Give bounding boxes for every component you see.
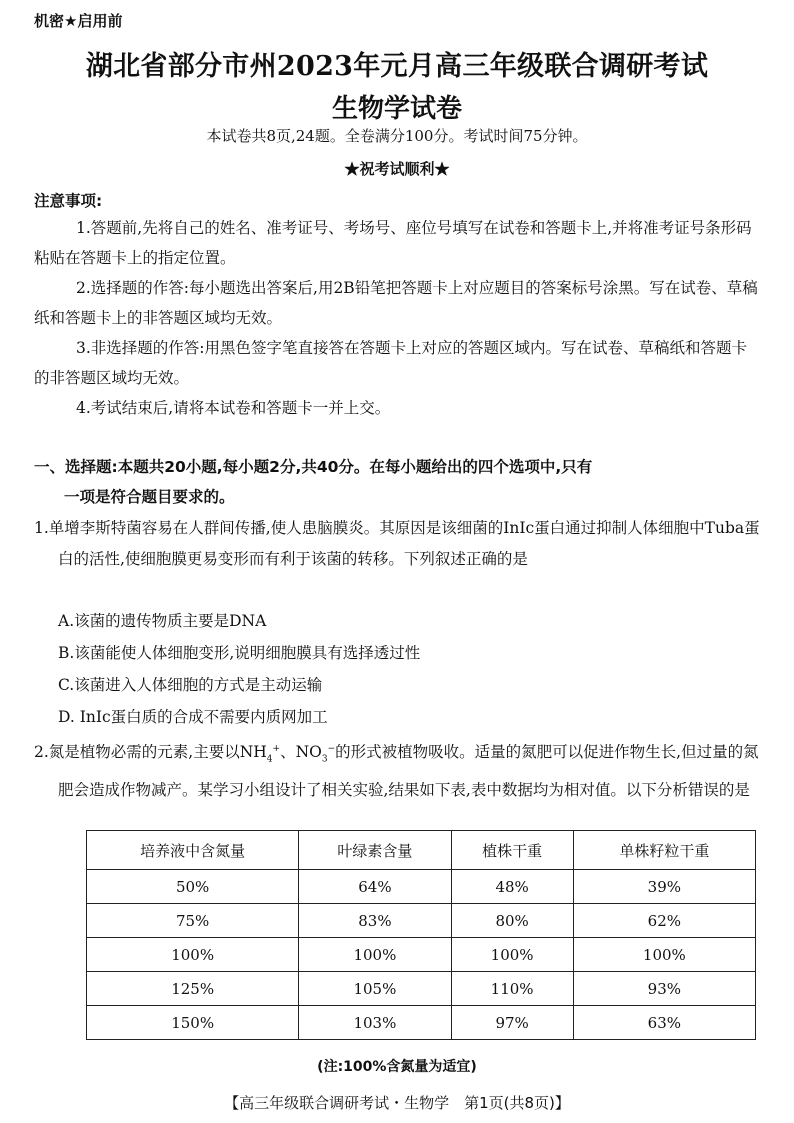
section-heading xyxy=(34,452,760,512)
table-cell: 48% xyxy=(451,870,573,904)
notice-heading: 注意事项: xyxy=(34,192,103,210)
table-header-row xyxy=(87,831,756,870)
table-row xyxy=(87,1006,756,1040)
question-2-stem-part1: 2.氮是植物必需的元素,主要以NH xyxy=(34,743,267,762)
table-header-cell: 叶绿素含量 xyxy=(299,831,451,870)
question-2-stem-part3: 的形式被植物吸收。适量的氮肥可以促进作物生长,但过量的氮肥会造成作物减产。某学习小组设计了相关实验,结果如下表,表中数据均为相对值。以下分析错误的是 xyxy=(58,743,759,800)
table-cell: 97% xyxy=(451,1006,573,1040)
page-footer: 【高三年级联合调研考试・生物学 第1页(共8页)】 xyxy=(224,1094,570,1112)
table-header-cell: 单株籽粒干重 xyxy=(573,831,755,870)
question-1-option-c: C.该菌进入人体细胞的方式是主动运输 xyxy=(58,676,323,694)
table-cell: 83% xyxy=(299,904,451,938)
table-cell: 100% xyxy=(299,938,451,972)
table-cell: 63% xyxy=(573,1006,755,1040)
table-header-cell: 培养液中含氮量 xyxy=(87,831,299,870)
confidential-label: 机密★启用前 xyxy=(34,12,123,30)
notice-item-1: 1.答题前,先将自己的姓名、准考证号、考场号、座位号填写在试卷和答题卡上,并将准考证号条形码粘贴在答题卡上的指定位置。 xyxy=(34,219,752,267)
table-note: (注:100%含氮量为适宜) xyxy=(317,1059,477,1075)
section-heading-line2: 一项是符合题目要求的。 xyxy=(64,488,235,506)
table-row xyxy=(87,870,756,904)
table-cell: 105% xyxy=(299,972,451,1006)
table-cell: 103% xyxy=(299,1006,451,1040)
question-2-stem-part2: 、NO xyxy=(280,743,322,762)
table-row xyxy=(87,904,756,938)
ammonium-charge: + xyxy=(272,744,281,754)
question-1-option-a: A.该菌的遗传物质主要是DNA xyxy=(58,612,267,630)
table-cell: 100% xyxy=(451,938,573,972)
table-cell: 39% xyxy=(573,870,755,904)
table-cell: 100% xyxy=(87,938,299,972)
ammonium-subscript: 4 xyxy=(266,754,273,765)
table-cell: 150% xyxy=(87,1006,299,1040)
question-1-option-d: D. InIc蛋白质的合成不需要内质网加工 xyxy=(58,708,328,726)
table-header-cell: 植株干重 xyxy=(451,831,573,870)
exam-info: 本试卷共8页,24题。全卷满分100分。考试时间75分钟。 xyxy=(206,127,588,145)
notice-item-4: 4.考试结束后,请将本试卷和答题卡一并上交。 xyxy=(76,399,391,417)
exam-title: 湖北省部分市州2023年元月高三年级联合调研考试 xyxy=(85,51,709,82)
table-cell: 62% xyxy=(573,904,755,938)
question-2-stem xyxy=(34,734,760,806)
question-1-stem: 1.单增李斯特菌容易在人群间传播,使人患脑膜炎。其原因是该细菌的InIc蛋白通过抑制人体细胞中Tuba蛋白的活性,使细胞膜更易变形而有利于该菌的转移。下列叙述正确的是 xyxy=(34,519,760,568)
table-cell: 100% xyxy=(573,938,755,972)
table-row xyxy=(87,938,756,972)
table-cell: 93% xyxy=(573,972,755,1006)
section-heading-line1: 一、选择题:本题共20小题,每小题2分,共40分。在每小题给出的四个选项中,只有 xyxy=(34,458,593,476)
question-1-option-b: B.该菌能使人体细胞变形,说明细胞膜具有选择透过性 xyxy=(58,644,421,662)
table-row xyxy=(87,972,756,1006)
nitrate-charge: − xyxy=(327,744,336,754)
table-cell: 80% xyxy=(451,904,573,938)
table-cell: 110% xyxy=(451,972,573,1006)
good-luck-line: ★祝考试顺利★ xyxy=(344,160,450,178)
notice-item-3: 3.非选择题的作答:用黑色签字笔直接答在答题卡上对应的答题区域内。写在试卷、草稿纸和答题卡的非答题区域均无效。 xyxy=(34,339,748,387)
question-2 xyxy=(34,734,760,806)
table-cell: 75% xyxy=(87,904,299,938)
notice-item-2: 2.选择题的作答:每小题选出答案后,用2B铅笔把答题卡上对应题目的答案标号涂黑。写在试卷、草稿纸和答题卡上的非答题区域均无效。 xyxy=(34,279,758,327)
table-cell: 125% xyxy=(87,972,299,1006)
question-1 xyxy=(34,513,760,575)
nitrogen-data-table xyxy=(86,830,756,1040)
subject-title: 生物学试卷 xyxy=(331,94,462,124)
table-cell: 64% xyxy=(299,870,451,904)
table-cell: 50% xyxy=(87,870,299,904)
nitrate-subscript: 3 xyxy=(321,754,328,765)
